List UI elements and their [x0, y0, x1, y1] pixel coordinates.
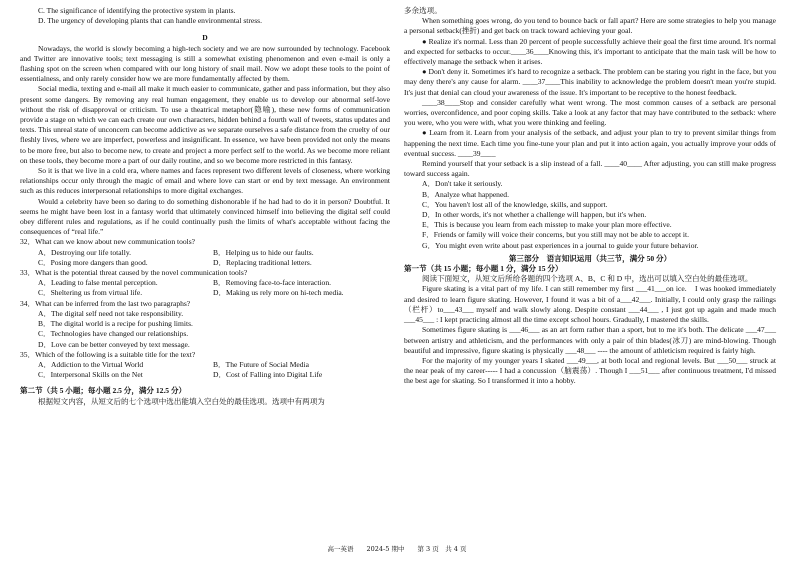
choice: D．Cost of Falling into Digital Life: [213, 370, 323, 380]
answer-option: F．Friends or family will voice their concerns, but you still may not be able to accept it.: [422, 230, 690, 240]
cloze-paragraph: Figure skating is a vital part of my life. I can still remember my first ___41___on ice. I was hooked immediately and desired to learn figure skating. However, I found it was a bit of a___42___. Initially, I could only grasp the railings（栏杆）to___43___ myself and walk slowly along. Despite constant ___44___ , I just got up again and made much ___45___ : I kept practicing almost all the time except school hours. Gradually, I mastered the skills.: [404, 284, 776, 325]
choice: D．Love can be better conveyed by text message.: [38, 339, 190, 349]
option-row: [20, 360, 390, 370]
choice: D．Making us rely more on hi-tech media.: [213, 288, 344, 298]
answer-option: E．This is because you learn from each misstep to make your plan more effective.: [422, 220, 672, 230]
section-instructions: 根据短文内容，从短文后的七个选项中选出能填入空白处的最佳选项。选项中有两项为: [38, 396, 325, 406]
question-stem: 33．What is the potential threat caused by the novel communication tools?: [20, 268, 248, 278]
question-stem: 32．What can we know about new communication tools?: [20, 237, 196, 247]
choice: A．The digital self need not take responsibility.: [38, 308, 184, 318]
option-row: [20, 278, 390, 288]
paragraph: ____38____Stop and consider carefully what went wrong. The most common causes of a setback are personal worries, overconfidence, and poor coping skills. Take a look at any factor that may have contributed to the setback: where you were, who you were with, what you were thinking and feeling.: [404, 97, 776, 128]
question-stem: 34．What can be inferred from the last two paragraphs?: [20, 298, 191, 308]
choice: C．Interpersonal Skills on the Net: [38, 370, 143, 380]
answer-option: G．You might even write about past experiences in a journal to guide your future behavior.: [422, 240, 699, 250]
choice: B．The digital world is a recipe for pushing limits.: [38, 319, 193, 329]
option-line: D. The urgency of developing plants that can handle environmental stress.: [38, 16, 262, 26]
right-column: [404, 6, 776, 387]
choice: C．Sheltering us from virtual life.: [38, 288, 143, 298]
paragraph: ● Realize it's normal. Less than 20 percent of people successfully achieve their goal the first time around. It's normal and expected for setbacks to occur.____36____Knowing this, it's important to anticipate that the main task will be how to effectively manage the setback when it arises.: [404, 36, 776, 67]
choice: A．Leading to false mental perception.: [38, 278, 158, 288]
cloze-paragraph: Sometimes figure skating is ___46___ as an art form rather than a sport, but to me it's both. The delicate ___47___ between artistry and athleticism, and the performances with only a pair of thin blades(冰刀) are mind-blowing. Though beautiful and impressive, figure skating is physically ___48___ ---- the amount of athleticism required is fairly high.: [404, 325, 776, 355]
choice: D．Replacing traditional letters.: [213, 257, 312, 267]
part-title: 第三部分 语言知识运用（共三节，满分 50 分）: [508, 253, 672, 263]
paragraph: Remind yourself that your setback is a slip instead of a fall. ____40____ After adjusting, you can still make progress toward success again.: [404, 159, 776, 179]
paragraph: ● Learn from it. Learn from your analysis of the setback, and adjust your plan to try to prevent similar things from happening the next time. Each time you fine-tune your plan and put it into action again, you actually improve your odds of eventual success. ____39____: [404, 128, 776, 158]
page-footer: 高一英语 2024-5 期中 第 3 页 共 4 页: [327, 545, 467, 553]
option-row: [20, 248, 390, 258]
choice: B．Helping us to hide our faults.: [213, 247, 314, 257]
answer-option: D．In other words, it's not whether a challenge will happen, but it's when.: [422, 210, 647, 220]
paragraph: ● Don't deny it. Sometimes it's hard to recognize a setback. The problem can be staring you right in the face, but you may deny there's any cause for alarm. ____37____This inability to acknowledge the problem doesn't mean you're stupid. It's just that denial can cloud your awareness of the issue. It's important to be receptive to the honest feedback.: [404, 67, 776, 97]
left-column: [20, 6, 390, 407]
answer-option: B．Analyze what happened.: [422, 189, 509, 199]
option-row: [20, 258, 390, 268]
choice: B．Removing face-to-face interaction.: [213, 278, 331, 288]
choice: A．Destroying our life totally.: [38, 247, 131, 257]
paragraph: Nowadays, the world is slowly becoming a high-tech society and we are now surrounded by technology. Facebook and Twitter are innovative tools; text messaging is still a somewhat existing phenomenon and even e-mail is only a flashing spot on the screen when compared with our long history of snail mail. Now we adopt these tools to the point of essentialness, and only rarely consider how we are more fundamentally affected by them.: [20, 43, 390, 84]
choice: C．Posing more dangers than good.: [38, 257, 148, 267]
question-stem: 35．Which of the following is a suitable title for the text?: [20, 349, 196, 359]
choice: A．Addiction to the Virtual World: [38, 359, 144, 369]
cloze-paragraph: For the majority of my younger years I skated ___49___, at both local and regional levels. But ___50___ struck at the near peak of my career----- I had a concussion（脑震荡）. Though I ___51___ after continuous treatment, I'd missed the best age for skating. So I transformed it into a hobby.: [404, 355, 776, 386]
passage-heading: D: [202, 33, 208, 43]
choice: C．Technologies have changed our relationships.: [38, 329, 189, 339]
paragraph: Social media, texting and e-mail all make it much easier to communicate, gather and pass information, but they also present some dangers. By removing any real human engagement, they enable us to develop our abnormal self-love without the risk of disapproval or criticism. To use a theatrical metaphor(隐喻), these new forms of communication provide a stage on which we can each create our own characters, hidden behind a fourth wall of tweets, status updates and texts. This unreal state of unconcern can become addictive as we separate ourselves a safe distance from the cruelty of our fleshly lives, where we are imperfect, powerless and insignificant. In essence, we have been provided not only the means to be more free, but also to become new, to create and project a more perfect self to the world. As we become more reliant on these tools, they become more a part of our daily routine, and so we become more restricted in this fantasy.: [20, 84, 390, 165]
answer-option: A．Don't take it seriously.: [422, 179, 503, 189]
option-line: C. The significance of identifying the protective system in plants.: [38, 6, 236, 15]
section-title: 第二节（共 5 小题；每小题 2.5 分，满分 12.5 分）: [20, 386, 187, 396]
option-row: [20, 370, 390, 380]
section-instructions: 阅读下面短文，从短文后所给各题的四个选项 A、B、C 和 D 中，选出可以填入空白处的最佳选项。: [422, 274, 753, 284]
section-title: 第一节（共 15 小题；每小题 1 分，满分 15 分）: [404, 264, 563, 274]
paragraph: When something goes wrong, do you tend to bounce back or fall apart? Here are some strategies to help you manage a personal setback(挫折) and get back on track toward achieving your goal.: [404, 16, 776, 36]
answer-option: C．You haven't lost all of the knowledge, skills, and support.: [422, 199, 608, 209]
option-row: [20, 288, 390, 298]
paragraph: So it is that we live in a cold era, where names and faces represent two different levels of closeness, where working relationships occur only through the magic of email and where love can start or end by text message. An environment such as this reduces interpersonal relationships to more digital exchanges.: [20, 166, 390, 196]
instructions-continued: 多余选项。: [404, 6, 442, 15]
choice: B．The Future of Social Media: [213, 359, 309, 369]
paragraph: Would a celebrity have been so daring to do something dishonorable if he had had to do it in person? Doubtful. It seems he might have been lost in a fantasy world that ultimately convinced himself into believing the digital self could obey different rules and regulations, as if he could continually push the limits of what's acceptable without facing the consequences of “real life.”: [20, 196, 390, 237]
